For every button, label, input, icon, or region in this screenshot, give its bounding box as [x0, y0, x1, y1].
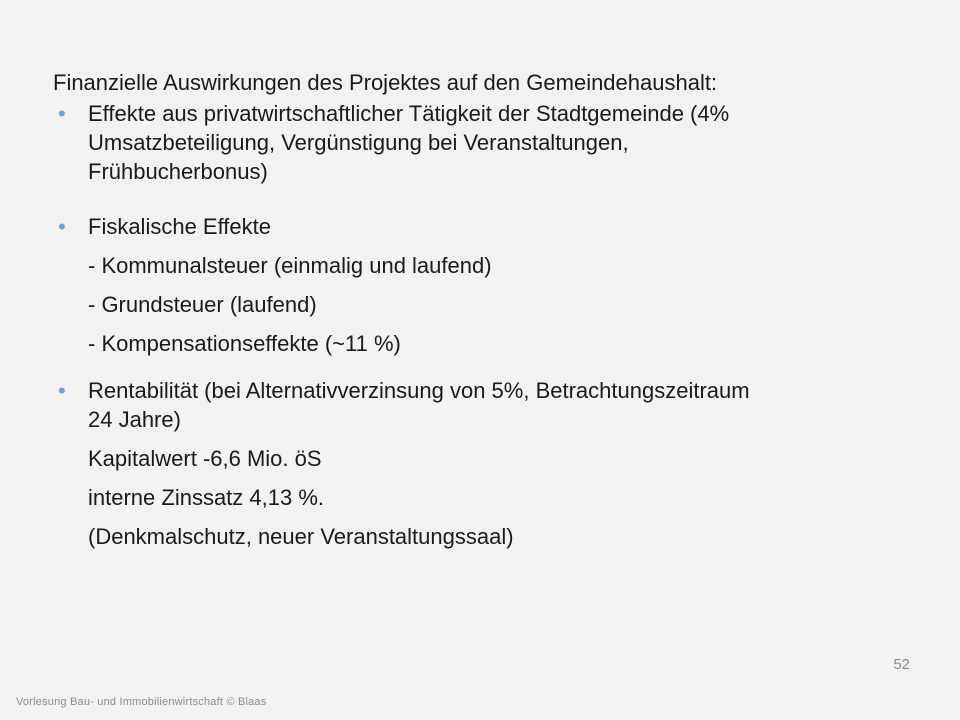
- bullet-dot-icon: •: [58, 378, 66, 403]
- bullet-line: Rentabilität (bei Alternativverzinsung von 5%, Betrachtungszeitraum: [88, 378, 750, 403]
- bullet-profitability: [53, 376, 913, 434]
- bullet-private-effects: [53, 99, 913, 186]
- slide-heading: Finanzielle Auswirkungen des Projektes auf den Gemeindehaushalt:: [53, 70, 718, 95]
- page-number: 52: [893, 656, 910, 673]
- sub-item: - Kommunalsteuer (einmalig und laufend): [88, 253, 492, 278]
- sub-item: (Denkmalschutz, neuer Veranstaltungssaal): [88, 524, 514, 549]
- bullet-title: Fiskalische Effekte: [88, 214, 272, 239]
- slide-content: [53, 68, 913, 551]
- bullet-line: Umsatzbeteiligung, Vergünstigung bei Veranstaltungen,: [88, 130, 629, 155]
- bullet-dot-icon: •: [58, 101, 66, 126]
- footer-text: Vorlesung Bau- und Immobilienwirtschaft © Blaas: [16, 696, 267, 708]
- sub-item: - Grundsteuer (laufend): [88, 292, 317, 317]
- bullet-fiscal-effects: [53, 212, 913, 241]
- sub-item: - Kompensationseffekte (~11 %): [88, 331, 401, 356]
- bullet-line: Effekte aus privatwirtschaftlicher Tätigkeit der Stadtgemeinde (4%: [88, 101, 730, 126]
- bullet-line: 24 Jahre): [88, 407, 181, 432]
- bullet-line: Frühbucherbonus): [88, 159, 268, 184]
- sub-item: Kapitalwert -6,6 Mio. öS: [88, 446, 322, 471]
- bullet-dot-icon: •: [58, 214, 66, 239]
- sub-item: interne Zinssatz 4,13 %.: [88, 485, 325, 510]
